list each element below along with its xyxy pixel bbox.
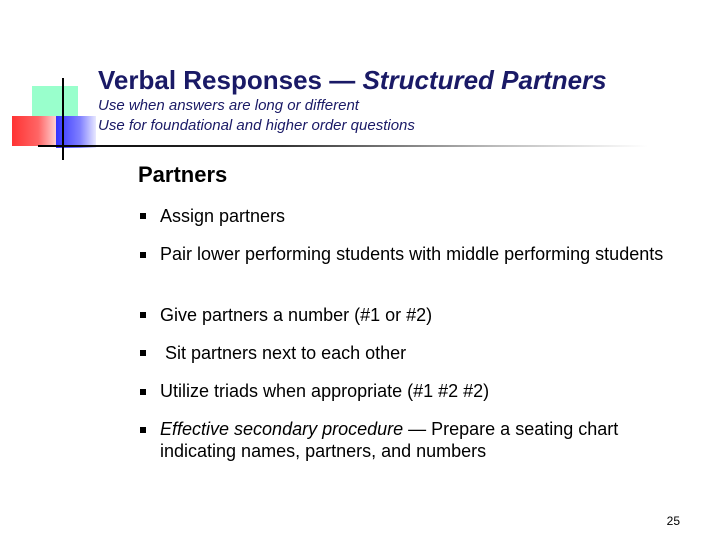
square-bullet-icon [140, 389, 146, 395]
logo-red-block [12, 116, 56, 146]
square-bullet-icon [140, 213, 146, 219]
bullet-item-pair: Pair lower performing students with middle performing students [160, 244, 664, 264]
bullet-item-triads: Utilize triads when appropriate (#1 #2 #2) [160, 381, 490, 401]
slide-title-main: Verbal Responses — [98, 65, 363, 95]
square-bullet-icon [140, 252, 146, 258]
square-bullet-icon [140, 350, 146, 356]
slide-title [98, 64, 607, 96]
slide-title-emphasis: Structured Partners [362, 65, 607, 95]
bullet-item-sit: Sit partners next to each other [160, 343, 407, 363]
section-heading: Partners [138, 162, 228, 187]
square-bullet-icon [140, 312, 146, 318]
subtitle-line-2: Use for foundational and higher order questions [98, 117, 415, 134]
subtitle-line-1: Use when answers are long or different [98, 97, 359, 114]
bullet-item-secondary-text: — Prepare a seating chart indicating names, partners, and numbers [160, 419, 619, 461]
logo-cyan-block [32, 86, 78, 116]
page-number: 25 [666, 514, 680, 528]
bullet-item-secondary-emphasis: Effective secondary procedure [160, 419, 404, 439]
title-underline-divider [38, 145, 648, 147]
logo-vertical-line [62, 78, 64, 160]
bullet-item-number: Give partners a number (#1 or #2) [160, 305, 433, 325]
square-bullet-icon [140, 427, 146, 433]
bullet-item-assign: Assign partners [160, 206, 286, 226]
bullet-item-secondary [160, 418, 680, 462]
